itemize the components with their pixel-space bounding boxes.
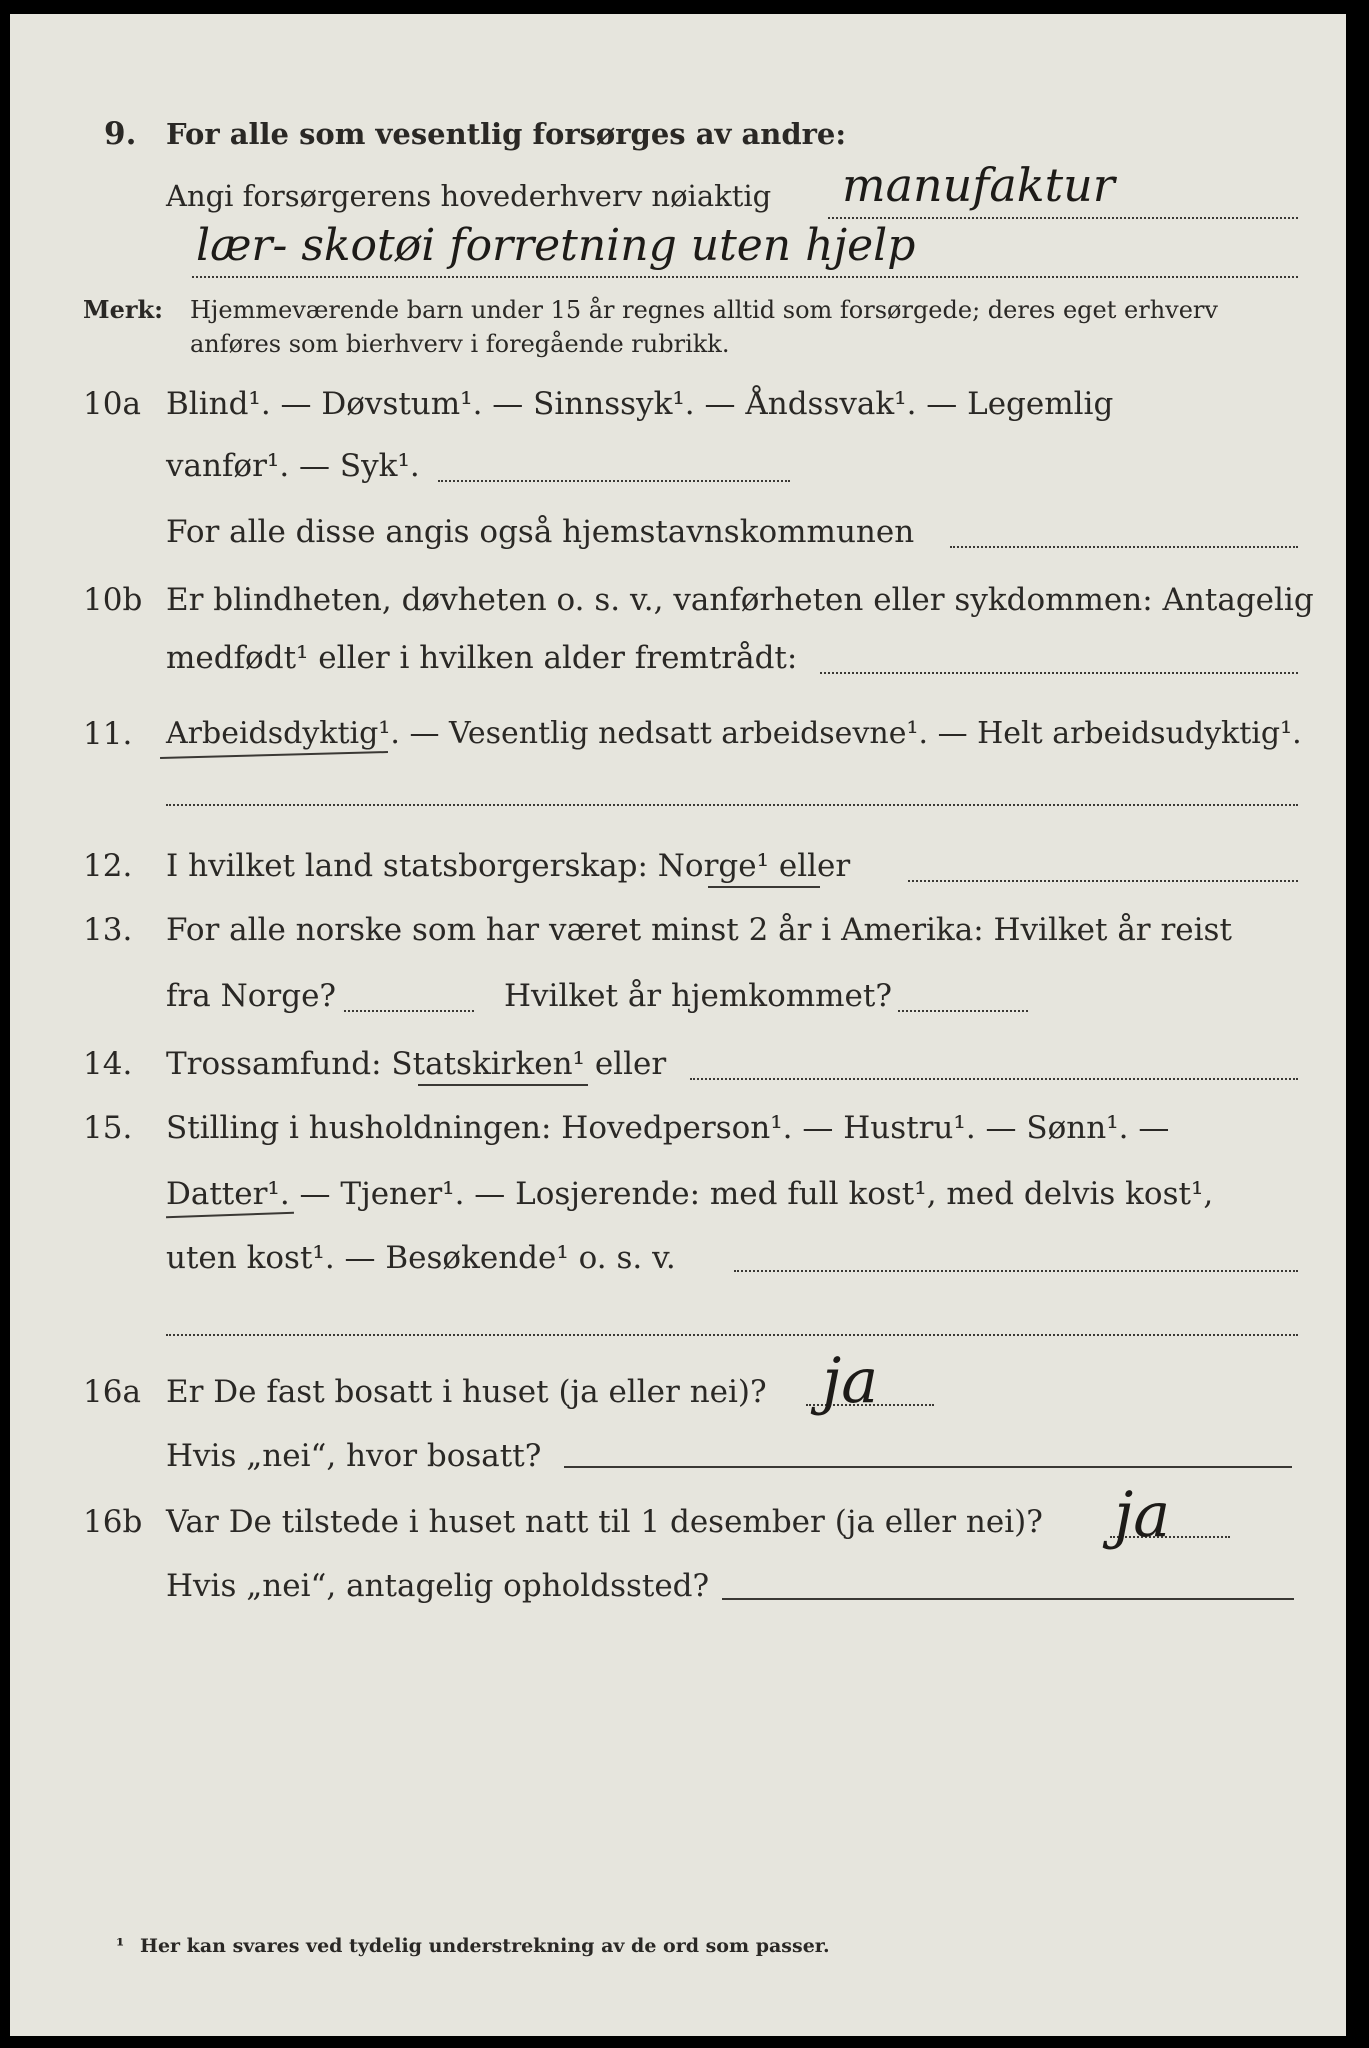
q10b-number: 10b bbox=[83, 582, 143, 618]
q13-departure-line bbox=[344, 1010, 474, 1012]
q11-number: 11. bbox=[83, 716, 133, 752]
merk-line-1: Hjemmeværende barn under 15 år regnes alltid som forsørgede; deres eget erhverv bbox=[190, 296, 1218, 324]
q10a-line-1: Blind¹. — Døvstum¹. — Sinnssyk¹. — Åndssvak¹. — Legemlig bbox=[166, 386, 1114, 422]
q11-answer-line bbox=[166, 804, 1298, 806]
q15-line-1: Stilling i husholdningen: Hovedperson¹. — Hustru¹. — Sønn¹. — bbox=[166, 1110, 1170, 1146]
q9-answer-line-2 bbox=[192, 276, 1298, 278]
form-page bbox=[10, 14, 1346, 2036]
q14-answer-line bbox=[690, 1078, 1298, 1080]
q13-line-1: For alle norske som har været minst 2 år i Amerika: Hvilket år reist bbox=[166, 912, 1232, 948]
q12-underline-mark bbox=[708, 886, 820, 888]
q16b-number: 16b bbox=[83, 1504, 143, 1540]
q16a-line-1: Er De fast bosatt i huset (ja eller nei)? bbox=[166, 1374, 767, 1410]
q16a-handwritten-answer: ja bbox=[822, 1344, 879, 1417]
q9-title: For alle som vesentlig forsørges av andre: bbox=[166, 117, 847, 151]
q16a-residence-line bbox=[564, 1466, 1292, 1468]
q10b-line-1: Er blindheten, døvheten o. s. v., vanførheten eller sykdommen: Antagelig bbox=[166, 582, 1314, 618]
q10a-number: 10a bbox=[83, 386, 141, 422]
q16b-handwritten-answer: ja bbox=[1114, 1478, 1171, 1551]
q11-line-1: Arbeidsdyktig¹. — Vesentlig nedsatt arbeidsevne¹. — Helt arbeidsudyktig¹. bbox=[166, 716, 1302, 751]
q14-number: 14. bbox=[83, 1046, 133, 1082]
footnote-text: Her kan svares ved tydelig understrekning av de ord som passer. bbox=[140, 1935, 830, 1957]
q12-number: 12. bbox=[83, 848, 133, 884]
q9-prompt: Angi forsørgerens hovederhverv nøiaktig bbox=[166, 179, 772, 213]
q15-line-3: uten kost¹. — Besøkende¹ o. s. v. bbox=[166, 1240, 676, 1276]
q10a-sickness-line bbox=[438, 480, 790, 482]
q12-line-1: I hvilket land statsborgerskap: Norge¹ eller bbox=[166, 848, 851, 884]
q16a-number: 16a bbox=[83, 1374, 141, 1410]
q13-number: 13. bbox=[83, 912, 133, 948]
q16b-line-2: Hvis „nei“, antagelig opholdssted? bbox=[166, 1568, 710, 1604]
footnote-mark: ¹ bbox=[116, 1935, 125, 1957]
q15-answer-line-1 bbox=[734, 1270, 1298, 1272]
q10a-line-2: vanfør¹. — Syk¹. bbox=[166, 448, 420, 484]
q10a-line-3: For alle disse angis også hjemstavnskommunen bbox=[166, 514, 915, 550]
q9-answer-line-1 bbox=[828, 217, 1298, 219]
q16b-whereabouts-line bbox=[722, 1598, 1294, 1600]
q9-handwritten-answer-1: manufaktur bbox=[842, 158, 1115, 212]
q16b-line-1: Var De tilstede i huset natt til 1 desember (ja eller nei)? bbox=[166, 1504, 1043, 1540]
q13-line-2b: Hvilket år hjemkommet? bbox=[504, 978, 892, 1014]
merk-line-2: anføres som bierhverv i foregående rubrikk. bbox=[190, 330, 730, 358]
q13-line-2a: fra Norge? bbox=[166, 978, 337, 1014]
q9-handwritten-answer-2: lær- skotøi forretning uten hjelp bbox=[196, 220, 916, 271]
q15-number: 15. bbox=[83, 1110, 133, 1146]
q16a-line-2: Hvis „nei“, hvor bosatt? bbox=[166, 1438, 542, 1474]
q10b-line-2: medfødt¹ eller i hvilken alder fremtrådt: bbox=[166, 640, 798, 676]
q15-line-2: Datter¹. — Tjener¹. — Losjerende: med full kost¹, med delvis kost¹, bbox=[166, 1176, 1214, 1212]
q10b-answer-line bbox=[820, 672, 1298, 674]
q14-underline-mark bbox=[418, 1084, 588, 1086]
merk-label: Merk: bbox=[83, 295, 163, 324]
q14-line-1: Trossamfund: Statskirken¹ eller bbox=[166, 1046, 667, 1082]
q13-return-line bbox=[898, 1010, 1028, 1012]
q15-answer-line-2 bbox=[166, 1334, 1298, 1336]
q9-number: 9. bbox=[104, 116, 137, 152]
q10a-municipality-line bbox=[950, 546, 1298, 548]
q12-answer-line bbox=[908, 880, 1298, 882]
